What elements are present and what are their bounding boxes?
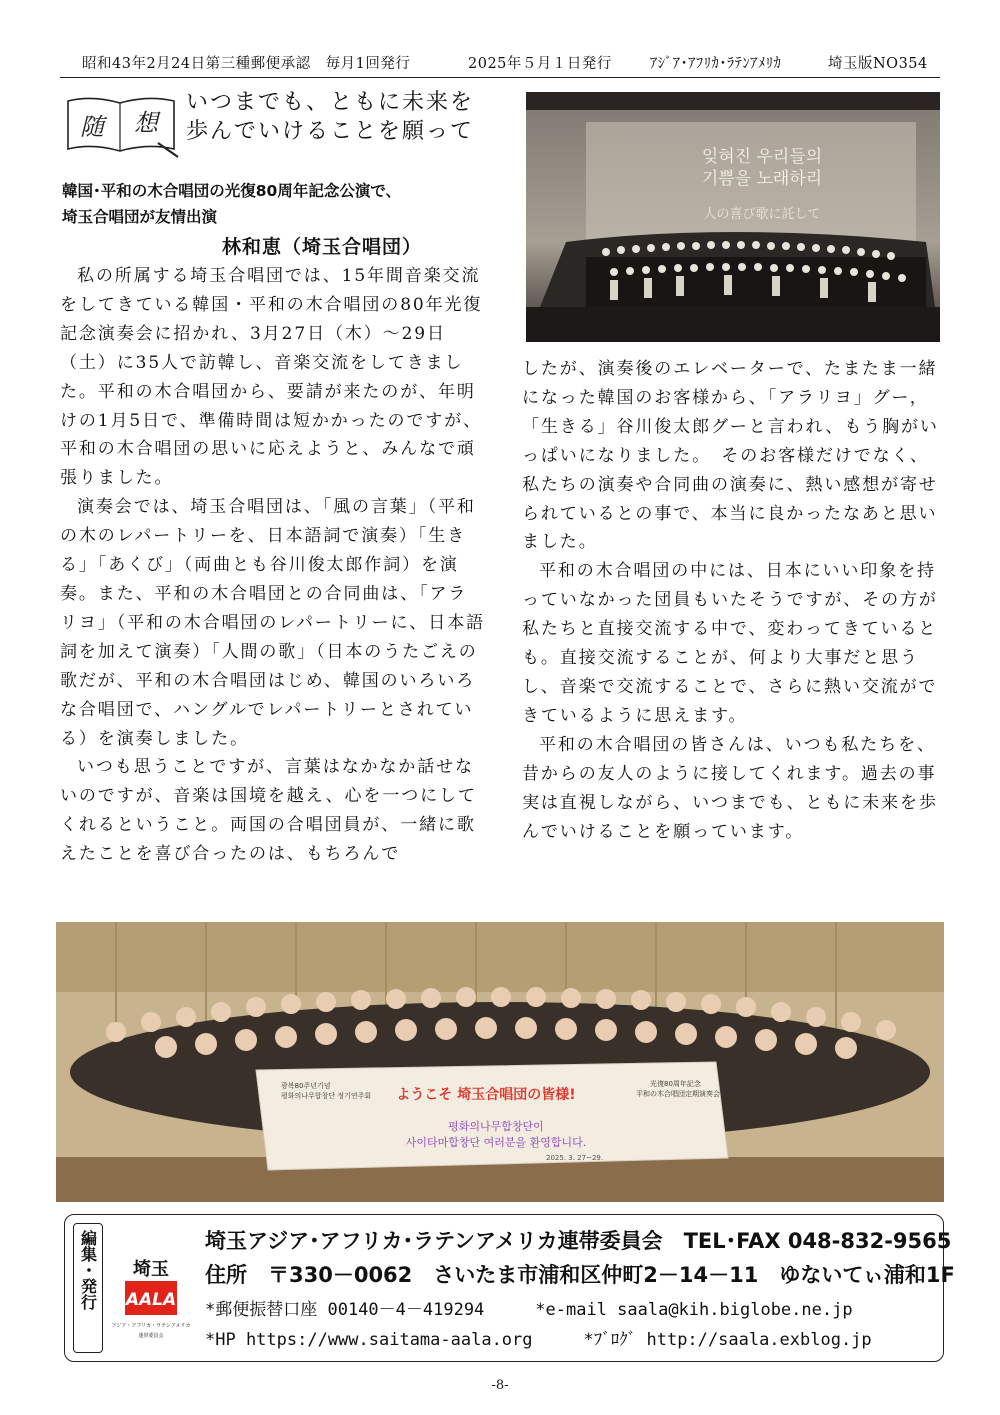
screen-japanese-line: 人の喜び歌に託して [703,207,821,222]
banner-right-line-1: 光復80周年記念 [650,1080,701,1088]
footer-homepage-and-blog[interactable]: *HP https://www.saitama-aala.org *ﾌﾞﾛｸﾞ http://saala.exblog.jp [205,1330,872,1350]
page-number: -8- [491,1378,509,1393]
paragraph: 演奏会では、埼玉合唱団は、「風の言葉」（平和の木のレパートリーを、日本語詞で演奏）「生きる」「あくび」（両曲とも谷川俊太郎作詞）を演奏。また、平和の木合唱団との合同曲は、「アラリヨ」（平和の木合唱団のレパートリーに、日本語詞を加えて演奏）「人間の歌」（日本のうたごえの歌だが、平和の木合唱団はじめ、韓国のいろいろな合唱団で、ハングルでレパートリーとされている）を演奏しました。 [60,497,486,749]
aala-logo [111,1257,191,1345]
headline-line-2: 歩んでいけることを願って [186,119,475,144]
paragraph: 平和の木合唱団の中には、日本にいい印象を持っていなかった団員もいたそうですが、その方が私たちと直接交流する中で、変わってきているとも。直接交流することが、何より大事だと思うし、音楽で交流することで、さらに熱い交流ができているように思えます。 [522,561,938,726]
banner-title: ようこそ 埼玉合唱団の皆様! [396,1087,576,1103]
banner-date: 2025. 3. 27~29. [546,1154,604,1162]
publisher-footer [64,1214,955,1362]
footer-address: 住所 〒330－0062 さいたま市浦和区仲町2－14－11 ゆないてぃ浦和1F [205,1263,955,1287]
svg-text:アジア・アフリカ・ラテンアメリカ: アジア・アフリカ・ラテンアメリカ [111,1323,191,1329]
subhead-line-2: 埼玉合唱団が友情出演 [62,208,218,226]
screen-korean-line-2: 기쁨을 노래하리 [701,169,823,189]
banner-left-line-2: 평화의나무합창단 정기연주회 [281,1092,372,1100]
article-headline [186,88,474,146]
issue-date: 2025年５月１日発行 [468,56,612,72]
article-subhead [62,178,401,230]
banner-korean-line-1: 평화의나무합창단이 [448,1120,544,1133]
headline-line-1: いつまでも、ともに未来を [186,90,475,115]
editor-publisher-label: 編集・発行 [73,1223,103,1353]
right-column [522,355,946,846]
svg-text:埼玉: 埼玉 [133,1259,169,1280]
svg-text:連帯委員会: 連帯委員会 [138,1333,164,1339]
header-divider [60,77,940,78]
banner-left-line-1: 광복80주년기념 [281,1082,331,1090]
paragraph: 平和の木合唱団の皆さんは、いつも私たちを、昔からの友人のように接してくれます。過去の事実は直視しながら、いつまでも、ともに未来を歩んでいけることを願っています。 [522,734,938,842]
subhead-line-1: 韓国･平和の木合唱団の光復80周年記念公演で、 [62,182,402,200]
permit-text: 昭和43年2月24日第三種郵便承認 毎月1回発行 [82,56,411,72]
paragraph: 私の所属する埼玉合唱団では、15年間音楽交流をしてきている韓国・平和の木合唱団の80年光復記念演奏会に招かれ、3月27日（木）～29日（土）に35人で訪韓し、音楽交流をしてきました。平和の木合唱団から、要請が来たのが、年明けの1月5日で、準備時間は短かかったのですが、平和の木合唱団の思いに応えようと、みんなで頑張りました。 [60,266,483,489]
group-photo [56,922,944,1202]
page-header [60,52,940,72]
article-author: 林和恵（埼玉合唱団） [222,236,423,258]
svg-text:AALA: AALA [125,1290,177,1310]
screen-korean-line-1: 잊혀진 우리들의 [701,147,823,167]
concert-photo [526,92,940,342]
org-name: ｱｼﾞｱ･ｱﾌﾘｶ･ﾗﾃﾝｱﾒﾘｶ [650,56,782,72]
edition-number: 埼玉版NO354 [828,56,928,72]
footer-postal-and-email[interactable]: *郵便振替口座 00140－4－419294 *e-mail saala@kih.biglobe.ne.jp [205,1300,853,1320]
footer-org-and-phone: 埼玉アジア･アフリカ･ラテンアメリカ連帯委員会 TEL･FAX 048-832-9565 [205,1229,952,1253]
essay-book-icon [62,93,180,159]
category-char-2: 想 [134,109,158,137]
paragraph: したが、演奏後のエレベーターで、たまたま一緒になった韓国のお客様から、「アラリヨ」グー，「生きる」谷川俊太郎グーと言われ、もう胸がいっぱいになりました。 そのお客様だけでなく、私たちの演奏や合同曲の演奏に、熱い感想が寄せられているとの事で、本当に良かったなあと思いました。 [522,359,939,553]
paragraph: いつも思うことですが、言葉はなかなか話せないのですが、音楽は国境を越え、心を一つにしてくれるということ。両国の合唱団員が、一緒に歌えたことを喜び合ったのは、もちろんで [60,757,477,865]
banner-right-line-2: 平和の木合唱団定期演奏会 [636,1090,720,1098]
left-column [60,262,486,869]
category-badge [62,93,180,159]
welcome-banner [256,1062,728,1170]
category-char-1: 随 [80,113,104,141]
banner-korean-line-2: 사이타마합창단 여러분을 환영합니다. [405,1136,587,1149]
